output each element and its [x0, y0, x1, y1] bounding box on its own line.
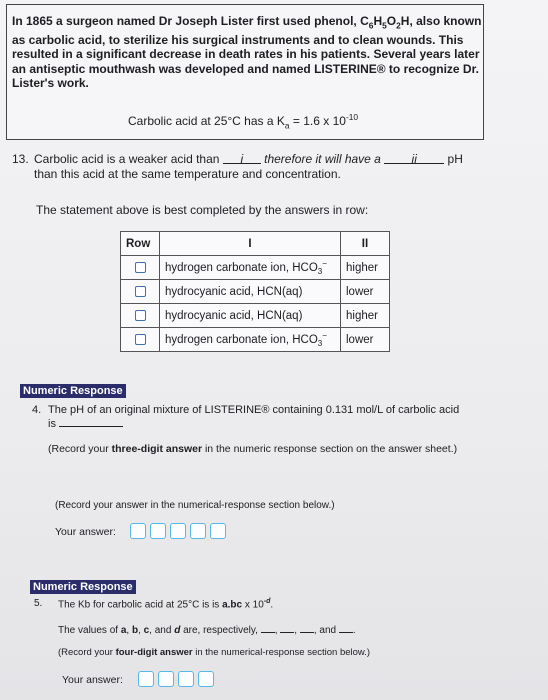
row-ii: lower [341, 328, 390, 352]
numeric-response-label: Numeric Response [20, 384, 126, 398]
answer-blank [280, 623, 294, 633]
table-row[interactable] [121, 256, 390, 280]
header-row: Row [121, 232, 160, 256]
answer-blank [261, 623, 275, 633]
question-13-text [34, 152, 504, 182]
question-number: 13. [12, 152, 29, 166]
answer-digit-box[interactable] [130, 523, 146, 539]
phenol-o: O [386, 14, 397, 28]
q5-record-instruction [58, 647, 370, 658]
row-checkbox-cell[interactable] [121, 328, 160, 352]
table-row[interactable] [121, 280, 390, 304]
var-d: d [174, 625, 181, 636]
question-4-text [48, 404, 468, 431]
ka-sub: a [284, 120, 290, 131]
row-i-text: hydrocyanic acid, HCN(aq) [165, 309, 303, 322]
answer-digit-box[interactable] [178, 671, 194, 687]
q13-part1: Carbolic acid is a weaker acid than [34, 152, 220, 166]
row-checkbox[interactable] [135, 286, 146, 297]
ka-exponent: -10 [345, 112, 359, 122]
q13-part2: therefore it will have a [264, 152, 381, 166]
row-checkbox[interactable] [135, 262, 146, 273]
record-bold: four-digit answer [115, 647, 193, 658]
q5-exponent: -d [263, 598, 271, 605]
row-i [160, 256, 341, 280]
row-ii: higher [341, 304, 390, 328]
table-row[interactable] [121, 328, 390, 352]
q13-part3: pH [447, 152, 463, 166]
q4-record-instruction [48, 443, 468, 456]
answer-blank [300, 623, 314, 633]
intro-rest: as carbolic acid, to sterilize his surgical instruments and to clean wounds. This resulted in a significant decrease in death rates in his patients. Several years later an antiseptic mouthwash was developed and named LISTERINE® to recognize Dr. Lister's work. [12, 32, 480, 91]
answer-blank [59, 417, 123, 427]
phenol-sub: 2 [396, 20, 401, 31]
intro-paragraph [12, 14, 482, 91]
row-checkbox[interactable] [135, 310, 146, 321]
vals-and: and [319, 625, 337, 636]
blank-i: i [223, 152, 261, 164]
q4-record-instruction-2: (Record your answer in the numerical-response section below.) [55, 500, 335, 511]
row-checkbox-cell[interactable] [121, 256, 160, 280]
phenol-sub: 6 [368, 20, 374, 31]
table-row[interactable] [121, 304, 390, 328]
row-ii: lower [341, 280, 390, 304]
answer-digit-box[interactable] [190, 523, 206, 539]
answer-digit-box[interactable] [210, 523, 226, 539]
table-header [121, 232, 390, 256]
answer-digit-box[interactable] [138, 671, 154, 687]
row-i-sub: 3 [317, 339, 323, 349]
row-ii: higher [341, 256, 390, 280]
row-checkbox-cell[interactable] [121, 304, 160, 328]
row-i-text: hydrogen carbonate ion, HCO [165, 333, 318, 346]
q13-statement: The statement above is best completed by the answers in row: [36, 203, 369, 217]
your-answer-label: Your answer: [62, 674, 123, 686]
q13-part4: than this acid at the same temperature and concentration. [34, 167, 341, 181]
row-i [160, 328, 341, 352]
phenol-h: H [373, 14, 383, 28]
answer-digit-box[interactable] [198, 671, 214, 687]
numeric-response-label: Numeric Response [30, 580, 136, 594]
answer-digit-box[interactable] [158, 671, 174, 687]
your-answer-label: Your answer: [55, 526, 116, 538]
record-pre: (Record your [48, 443, 112, 455]
answer-blank [339, 623, 353, 633]
row-i-text: hydrogen carbonate ion, HCO [165, 261, 318, 274]
q5-values-line: The values of a, b, c, and d are, respectively, , , , and . [58, 625, 356, 636]
row-i-sup: − [322, 258, 327, 268]
row-i-sub: 3 [317, 267, 323, 277]
answer-digit-box[interactable] [170, 523, 186, 539]
row-i-text: hydrocyanic acid, HCN(aq) [165, 285, 303, 298]
phenol-sub: 5 [382, 20, 387, 31]
q5-text-pre: The Kb for carbolic acid at 25°C is is [58, 599, 223, 611]
q5-abc: a.bc [222, 599, 243, 611]
phenol-end: H, also known [400, 14, 482, 28]
ka-statement [128, 112, 358, 130]
question-number: 4. [32, 404, 42, 416]
vals-pre: The values of [58, 625, 121, 636]
question-number: 5. [34, 598, 43, 609]
row-checkbox[interactable] [135, 334, 146, 345]
ka-prefix: Carbolic acid at 25°C has a K [128, 114, 285, 128]
var-c: c [143, 625, 150, 636]
q5-text-mid: x 10 [242, 599, 264, 611]
record-bold: three-digit answer [111, 443, 203, 455]
q5-text-end: . [270, 599, 274, 611]
header-ii: II [341, 232, 390, 256]
blank-ii: ii [384, 152, 444, 164]
record-post: in the numerical-response section below.) [192, 647, 371, 658]
var-b: b [131, 625, 139, 636]
row-i [160, 304, 341, 328]
question-5-text [58, 598, 478, 610]
q4-text: The pH of an original mixture of LISTERINE® containing 0.131 mol/L of carbolic acid is [48, 404, 460, 430]
answer-digit-box[interactable] [150, 523, 166, 539]
record-post: in the numeric response section on the answer sheet.) [202, 443, 458, 455]
row-i [160, 280, 341, 304]
record-pre: (Record your [58, 647, 116, 658]
intro-line1: In 1865 a surgeon named Dr Joseph Lister first used phenol, C [12, 14, 369, 28]
header-i: I [160, 232, 341, 256]
var-a: a [120, 625, 127, 636]
ka-value: = 1.6 x 10 [289, 114, 346, 128]
row-i-sup: − [322, 330, 327, 340]
row-checkbox-cell[interactable] [121, 280, 160, 304]
answer-table [120, 231, 390, 352]
